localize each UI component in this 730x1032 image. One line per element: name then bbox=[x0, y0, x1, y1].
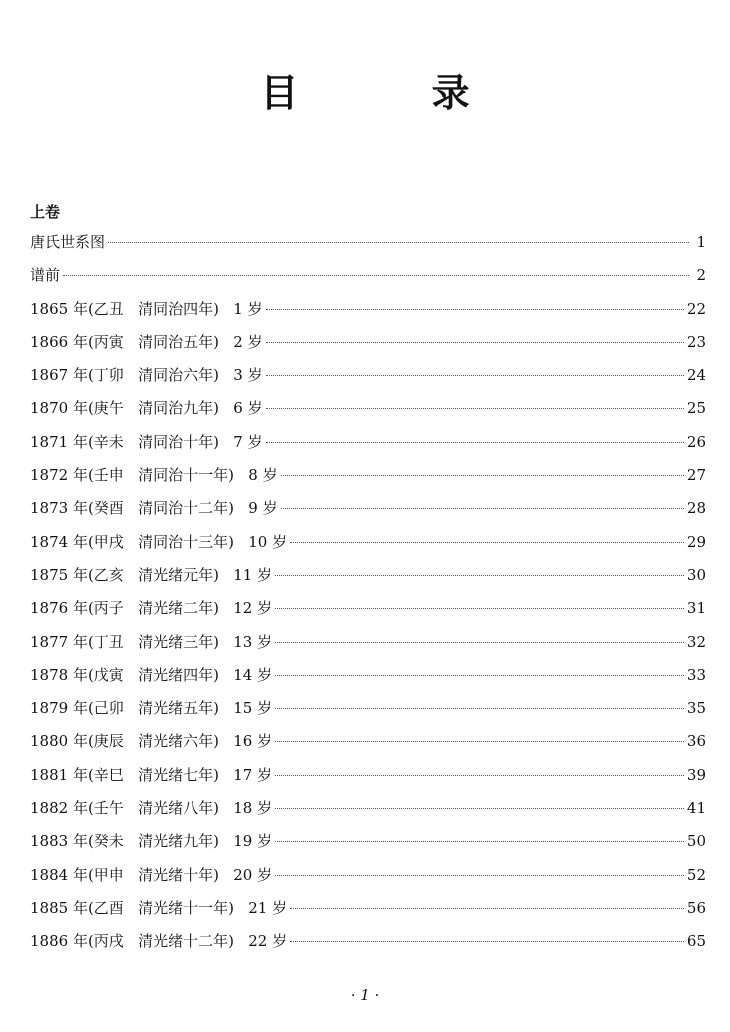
toc-entry-label: 1879 年(己卯 清光绪五年) 15 岁 bbox=[30, 699, 273, 718]
toc-entry-label: 1886 年(丙戌 清光绪十二年) 22 岁 bbox=[30, 932, 288, 951]
toc-entry[interactable] bbox=[30, 892, 706, 925]
toc-entry-page: 65 bbox=[686, 932, 706, 951]
toc-entry[interactable] bbox=[30, 526, 706, 559]
toc-entry-page: 31 bbox=[686, 599, 706, 618]
leader-dots bbox=[281, 475, 684, 476]
leader-dots bbox=[275, 575, 684, 576]
leader-dots bbox=[266, 342, 684, 343]
toc-entry[interactable] bbox=[30, 259, 706, 292]
toc-entry-label: 1876 年(丙子 清光绪二年) 12 岁 bbox=[30, 599, 273, 618]
toc-entry-label: 1883 年(癸未 清光绪九年) 19 岁 bbox=[30, 832, 273, 851]
toc-entry[interactable] bbox=[30, 692, 706, 725]
toc-entry[interactable] bbox=[30, 359, 706, 392]
section-heading: 上卷 bbox=[30, 203, 61, 221]
toc-entry-label: 1884 年(甲申 清光绪十年) 20 岁 bbox=[30, 865, 273, 884]
toc-entry-label: 1885 年(乙酉 清光绪十一年) 21 岁 bbox=[30, 898, 288, 917]
toc-entry[interactable] bbox=[30, 825, 706, 858]
toc-entry-label: 1870 年(庚午 清同治九年) 6 岁 bbox=[30, 399, 263, 418]
leader-dots bbox=[275, 741, 684, 742]
toc-entry-page: 23 bbox=[686, 332, 706, 351]
toc-entry-page: 2 bbox=[696, 266, 706, 285]
toc-entry-page: 52 bbox=[686, 865, 706, 884]
leader-dots bbox=[290, 542, 684, 543]
leader-dots bbox=[275, 775, 684, 776]
toc-entry-page: 30 bbox=[686, 565, 706, 584]
toc-entry-page: 33 bbox=[686, 665, 706, 684]
toc-entry-page: 36 bbox=[686, 732, 706, 751]
toc-entry-label: 唐氏世系图 bbox=[30, 233, 106, 251]
toc-list bbox=[30, 226, 706, 959]
toc-entry[interactable] bbox=[30, 725, 706, 758]
toc-entry[interactable] bbox=[30, 226, 706, 259]
toc-entry-page: 29 bbox=[686, 532, 706, 551]
toc-entry-label: 1865 年(乙丑 清同治四年) 1 岁 bbox=[30, 299, 263, 318]
toc-entry[interactable] bbox=[30, 925, 706, 958]
toc-entry[interactable] bbox=[30, 326, 706, 359]
page-number: · 1 · bbox=[350, 986, 380, 1004]
toc-entry-page: 35 bbox=[686, 699, 706, 718]
leader-dots bbox=[266, 408, 684, 409]
toc-entry-page: 28 bbox=[686, 499, 706, 518]
toc-entry-page: 50 bbox=[686, 832, 706, 851]
toc-entry-label: 1874 年(甲戌 清同治十三年) 10 岁 bbox=[30, 532, 288, 551]
toc-entry[interactable] bbox=[30, 426, 706, 459]
toc-entry-page: 25 bbox=[686, 399, 706, 418]
leader-dots bbox=[266, 442, 684, 443]
toc-entry[interactable] bbox=[30, 859, 706, 892]
toc-entry-label: 谱前 bbox=[30, 266, 61, 285]
toc-entry[interactable] bbox=[30, 592, 706, 625]
leader-dots bbox=[275, 608, 684, 609]
leader-dots bbox=[281, 508, 684, 509]
leader-dots bbox=[275, 841, 684, 842]
leader-dots bbox=[63, 275, 689, 276]
toc-entry[interactable] bbox=[30, 659, 706, 692]
toc-entry-page: 1 bbox=[696, 233, 706, 251]
toc-entry[interactable] bbox=[30, 293, 706, 326]
toc-entry-page: 39 bbox=[686, 765, 706, 784]
toc-entry[interactable] bbox=[30, 792, 706, 825]
leader-dots bbox=[290, 908, 684, 909]
toc-entry-label: 1882 年(壬午 清光绪八年) 18 岁 bbox=[30, 799, 273, 818]
toc-entry-label: 1872 年(壬申 清同治十一年) 8 岁 bbox=[30, 466, 278, 485]
toc-entry-label: 1866 年(丙寅 清同治五年) 2 岁 bbox=[30, 332, 263, 351]
toc-entry-page: 26 bbox=[686, 432, 706, 451]
toc-entry-page: 24 bbox=[686, 366, 706, 385]
toc-entry[interactable] bbox=[30, 759, 706, 792]
toc-entry-page: 22 bbox=[686, 299, 706, 318]
leader-dots bbox=[275, 642, 684, 643]
toc-entry[interactable] bbox=[30, 492, 706, 525]
toc-entry-page: 56 bbox=[686, 898, 706, 917]
toc-entry-label: 1867 年(丁卯 清同治六年) 3 岁 bbox=[30, 366, 263, 385]
leader-dots bbox=[275, 875, 684, 876]
leader-dots bbox=[266, 309, 684, 310]
toc-entry-label: 1881 年(辛巳 清光绪七年) 17 岁 bbox=[30, 765, 273, 784]
page-title: 目 录 bbox=[260, 71, 530, 115]
toc-entry[interactable] bbox=[30, 559, 706, 592]
toc-entry-page: 27 bbox=[686, 466, 706, 485]
toc-entry[interactable] bbox=[30, 459, 706, 492]
toc-entry-page: 41 bbox=[686, 799, 706, 818]
leader-dots bbox=[275, 808, 684, 809]
toc-entry-label: 1878 年(戊寅 清光绪四年) 14 岁 bbox=[30, 665, 273, 684]
toc-entry-label: 1871 年(辛未 清同治十年) 7 岁 bbox=[30, 432, 263, 451]
leader-dots bbox=[266, 375, 684, 376]
toc-entry-page: 32 bbox=[686, 632, 706, 651]
leader-dots bbox=[108, 242, 689, 243]
toc-entry-label: 1873 年(癸酉 清同治十二年) 9 岁 bbox=[30, 499, 278, 518]
toc-entry[interactable] bbox=[30, 392, 706, 425]
toc-entry-label: 1877 年(丁丑 清光绪三年) 13 岁 bbox=[30, 632, 273, 651]
toc-entry[interactable] bbox=[30, 626, 706, 659]
toc-entry-label: 1875 年(乙亥 清光绪元年) 11 岁 bbox=[30, 565, 273, 584]
leader-dots bbox=[290, 941, 684, 942]
leader-dots bbox=[275, 675, 684, 676]
toc-entry-label: 1880 年(庚辰 清光绪六年) 16 岁 bbox=[30, 732, 273, 751]
leader-dots bbox=[275, 708, 684, 709]
